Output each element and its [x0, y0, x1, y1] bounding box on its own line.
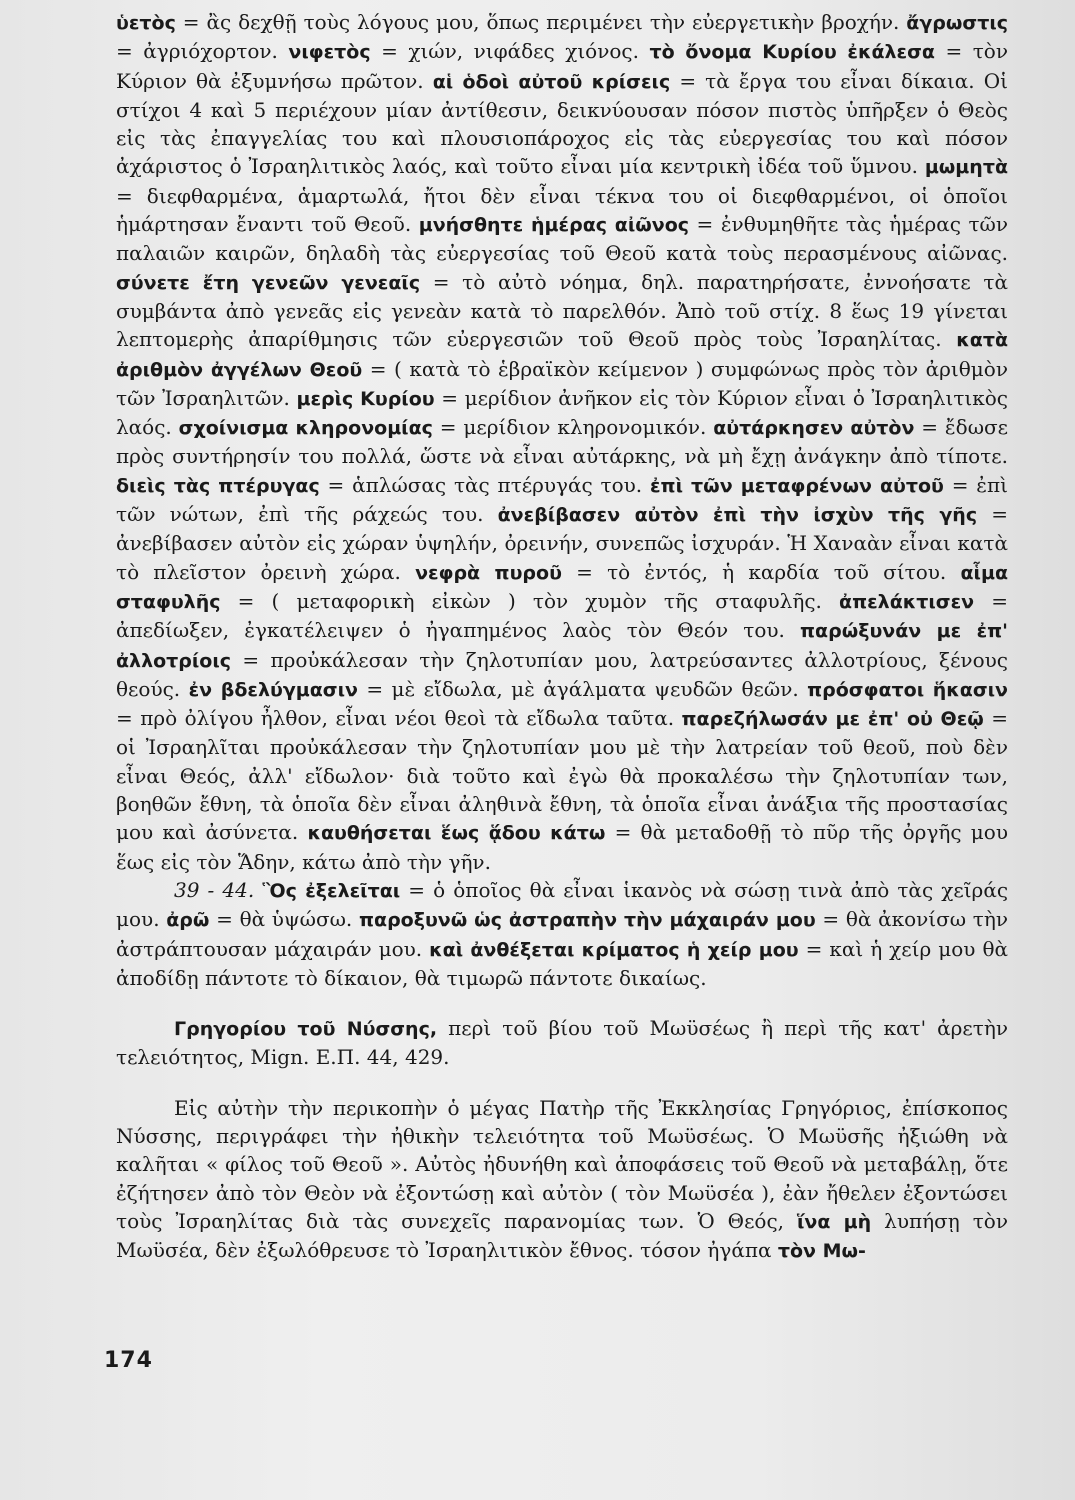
text-run: = μὲ εἴδωλα, μὲ ἀγάλματα ψευδῶν θεῶν. [357, 676, 808, 701]
section-gap-2 [116, 1072, 1008, 1094]
bold-term: ἀπελάκτισεν [839, 590, 975, 613]
text-run: Εἰς αὐτὴν τὴν περικοπὴν ὁ μέγας Πατὴρ τῆς Ἐκκλησίας Γρηγόριος, ἐπίσκοπος Νύσσης, περιγράφει τὴν ἠθικὴν τελειότητα τοῦ Μωϋσέως. Ὁ Μωϋσῆς ἠξιώθη νὰ καλῆται « φίλος τοῦ Θεοῦ ». Αὐτὸς ἠδυνήθη καὶ ἀποφάσεις τοῦ Θεοῦ νὰ μεταβάλῃ, ὅτε ἐζήτησεν ἀπὸ τὸν Θεὸν νὰ ἐξοντώσῃ καὶ αὐτὸν ( τὸν Μωϋσέα ), ἐὰν ἤθελεν ἐξοντώσει τοὺς Ἰσραηλίτας διὰ τὰς συνεχεῖς παρανομίας των. Ὁ Θεός, [116, 1095, 1008, 1233]
verse-range: 39 - 44. [174, 877, 255, 902]
bold-term: νιφετὸς [288, 41, 371, 64]
text-run: περὶ τοῦ βίου τοῦ Μωϋσέως ἢ περὶ τῆς κατ' ἀρετὴν τελειότητος, Mign. Ε.Π. 44, 429. [116, 1016, 1008, 1070]
bold-term: ἀρῶ [166, 909, 210, 932]
commentary-paragraph-1 [116, 8, 1008, 876]
text-run: = τὰ ἔργα του εἶναι δίκαια. Οἱ στίχοι 4 καὶ 5 περιέχουν μίαν ἀντίθεσιν, δεικνύουσαν πόσον πιστὸς ὑπῆρξεν ὁ Θεὸς εἰς τὰς ἐπαγγελίας του καὶ πλουσιοπάροχος εἰς τὰς εὐεργεσίας του καὶ πόσον ἀχάριστος ὁ Ἰσραηλιτικὸς λαός, καὶ τοῦτο εἶναι μία κεντρικὴ ἰδέα τοῦ ὕμνου. [116, 68, 1008, 179]
bold-term: ἐν βδελύγμασιν [188, 678, 358, 701]
bold-term: αὐτάρκησεν αὐτὸν [713, 417, 915, 440]
bold-term: νεφρὰ πυροῦ [415, 561, 562, 584]
bold-term: ἄγρωστις [906, 12, 1008, 34]
text-run: = ἀπεδίωξεν, ἐγκατέλειψεν ὁ ἠγαπημένος λαὸς τὸν Θεόν του. [116, 588, 1008, 643]
bold-term: μωμητὰ [924, 156, 1008, 179]
text-run: = θὰ ὑψώσω. [209, 907, 359, 932]
text-run: = τὸ ἐντός, ἡ καρδία τοῦ σίτου. [561, 559, 961, 584]
text-run: = θὰ μεταδοθῇ τὸ πῦρ τῆς ὀργῆς μου ἕως εἰς τὸν Ἅδην, κάτω ἀπὸ τὴν γῆν. [116, 820, 1008, 874]
text-run: = ὁ ὁποῖος θὰ εἶναι ἱκανὸς νὰ σώσῃ τινὰ ἀπὸ τὰς χεῖράς μου. [116, 877, 1009, 932]
bold-term: τὸ ὄνομα Κυρίου ἐκάλεσα [649, 41, 935, 64]
text-run: λυπήσῃ τὸν Μωϋσέα, δὲν ἐξωλόθρευσε τὸ Ἰσραηλιτικὸν ἔθνος. τόσον ἠγάπα [116, 1208, 1008, 1263]
text-run: = οἱ Ἰσραηλῖται προὐκάλεσαν τὴν ζηλοτυπίαν μου μὲ τὴν λατρείαν τοῦ θεοῦ, ποὺ δὲν εἶναι Θεός, ἀλλ' εἴδωλον· διὰ τοῦτο καὶ ἐγὼ θὰ προκαλέσω τὴν ζηλοτυπίαν των, βοηθῶν ἔθνη, τὰ ὁποῖα δὲν εἶναι ἀληθινὰ ἔθνη, τὰ ὁποῖα εἶναι ἀνάξια τῆς προστασίας μου καὶ ἀσύνετα. [116, 706, 1009, 845]
bold-term: τὸν Μω- [777, 1240, 866, 1263]
text-run: = τὸ αὐτὸ νόημα, δηλ. παρατηρήσατε, ἐννοήσατε τὰ συμβάντα ἀπὸ γενεᾶς εἰς γενεὰν κατὰ τὸ παρελθόν. Ἀπὸ τοῦ στίχ. 8 ἕως 19 γίνεται λεπτομερὴς ἀπαρίθμησις τῶν εὐεργεσιῶν τοῦ Θεοῦ πρὸς τοὺς Ἰσραηλίτας. [116, 269, 1008, 352]
text-run: = τὸν Κύριον θὰ ἐξυμνήσω πρῶτον. [116, 39, 1008, 93]
bold-term: παροξυνῶ ὡς ἀστραπὴν τὴν μάχαιράν μου [358, 909, 816, 932]
page-number: 174 [104, 1348, 153, 1373]
commentary-paragraph-3 [116, 1094, 1008, 1266]
text-run: = ἀνεβίβασεν αὐτὸν εἰς χώραν ὑψηλήν, ὀρεινήν, συνεπῶς ἰσχυράν. Ἡ Χαναὰν εἶναι κατὰ τὸ πλεῖστον ὀρεινὴ χώρα. [116, 502, 1008, 584]
bold-term: καυθήσεται ἕως ᾅδου κάτω [307, 822, 606, 845]
bold-term: ἀνεβίβασεν αὐτὸν ἐπὶ τὴν ἰσχὺν τῆς γῆς [497, 504, 978, 527]
reference-heading [116, 1014, 1008, 1072]
bold-term: Ὃς ἐξελεῖται [262, 879, 401, 902]
bold-term: κατὰ ἀριθμὸν ἀγγέλων Θεοῦ [116, 329, 1008, 381]
text-run: = μερίδιον κληρονομικόν. [432, 415, 714, 440]
text-run: = ( κατὰ τὸ ἑβραϊκὸν κείμενον ) συμφώνως πρὸς τὸν ἀριθμὸν τῶν Ἰσραηλιτῶν. [116, 356, 1008, 410]
bold-term: πρόσφατοι ἥκασιν [807, 678, 1008, 701]
text-run: = χιών, νιφάδες χιόνος. [370, 39, 650, 64]
bold-term: διεὶς τὰς πτέρυγας [116, 474, 320, 497]
bold-term: μερὶς Κυρίου [296, 387, 435, 410]
text-run: = ἐνθυμηθῆτε τὰς ἡμέρας τῶν παλαιῶν καιρῶν, δηλαδὴ τὰς εὐεργεσίας τοῦ Θεοῦ κατὰ τοὺς περασμένους αἰῶνας. [116, 212, 1008, 266]
bold-term: παρεζήλωσάν με ἐπ' οὐ Θεῷ [681, 708, 984, 731]
text-run: = προὐκάλεσαν τὴν ζηλοτυπίαν μου, λατρεύσαντες ἀλλοτρίους, ξένους θεούς. [116, 647, 1008, 701]
bold-term: Γρηγορίου τοῦ Νύσσης, [174, 1018, 438, 1041]
text-run: = μερίδιον ἀνῆκον εἰς τὸν Κύριον εἶναι ὁ Ἰσραηλιτικὸς λαός. [116, 385, 1008, 440]
text-run: = πρὸ ὀλίγου ἦλθον, εἶναι νέοι θεοὶ τὰ εἴδωλα ταῦτα. [116, 706, 682, 731]
bold-term: ὑετὸς [116, 12, 176, 34]
text-run: = ἀγριόχορτον. [116, 39, 289, 64]
bold-term: παρώξυνάν με ἐπ' ἀλλοτρίοις [116, 620, 1008, 672]
text-run: = ἔδωσε πρὸς συντήρησίν του πολλά, ὥστε νὰ εἶναι αὐτάρκης, νὰ μὴ ἔχῃ ἀνάγκην ἀπὸ τίποτε. [116, 415, 1009, 469]
commentary-paragraph-2 [116, 876, 1008, 992]
bold-term: καὶ ἀνθέξεται κρίματος ἡ χείρ μου [429, 938, 799, 961]
text-run: = διεφθαρμένα, ἁμαρτωλά, ἤτοι δὲν εἶναι τέκνα του οἱ διεφθαρμένοι, οἱ ὁποῖοι ἡμάρτησαν ἔναντι τοῦ Θεοῦ. [116, 183, 1008, 237]
bold-term: αἱ ὁδοὶ αὐτοῦ κρίσεις [432, 70, 671, 93]
text-run: = ἂς δεχθῇ τοὺς λόγους μου, ὅπως περιμένει τὴν εὐεργετικὴν βροχήν. [175, 10, 907, 34]
bold-term: ἐπὶ τῶν μεταφρένων αὐτοῦ [649, 474, 944, 497]
text-run: = ἐπὶ τῶν νώτων, ἐπὶ τῆς ράχεώς του. [116, 472, 1008, 527]
bold-term: σχοίνισμα κληρονομίας [178, 417, 433, 440]
text-run: = ( μεταφορικὴ εἰκὼν ) τὸν χυμὸν τῆς σταφυλῆς. [220, 588, 840, 613]
bold-term: σύνετε ἔτη γενεῶν γενεαῖς [116, 271, 421, 294]
section-gap [116, 992, 1008, 1014]
bold-term: ἵνα μὴ [797, 1210, 872, 1233]
text-run: = καὶ ἡ χείρ μου θὰ ἀποδίδῃ πάντοτε τὸ δίκαιον, θὰ τιμωρῶ πάντοτε δικαίως. [116, 936, 1009, 990]
bold-term: αἷμα σταφυλῆς [116, 561, 1008, 613]
bold-term: μνήσθητε ἡμέρας αἰῶνος [418, 214, 690, 237]
text-run: = ἁπλώσας τὰς πτέρυγάς του. [319, 472, 650, 497]
body-text [116, 8, 1008, 1265]
text-run: = θὰ ἀκονίσω τὴν ἀστράπτουσαν μάχαιράν μου. [116, 907, 1008, 961]
